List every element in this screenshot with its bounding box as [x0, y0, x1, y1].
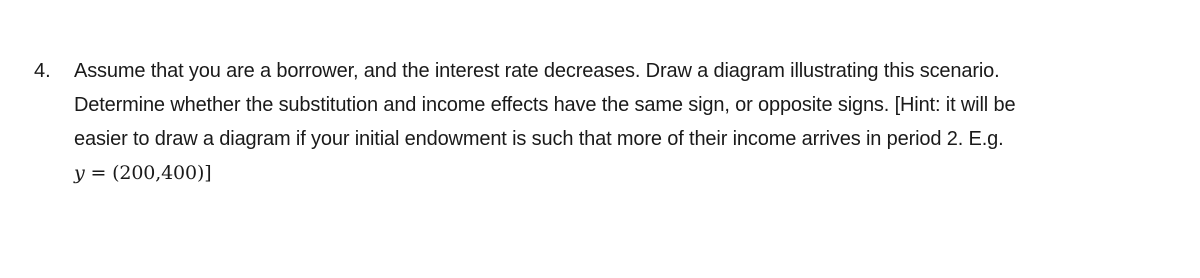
question-line-1: Assume that you are a borrower, and the interest rate decreases. Draw a diagram illustrating this scenario.: [74, 60, 1000, 82]
endowment-formula: [74, 156, 1184, 190]
question-line-3: easier to draw a diagram if your initial endowment is such that more of their income arrives in period 2. E.g.: [74, 128, 1004, 150]
question-text: [74, 54, 1184, 190]
question-line-2: Determine whether the substitution and income effects have the same sign, or opposite signs. [Hint: it will be: [74, 94, 1016, 116]
question-4: [34, 54, 1184, 190]
formula-value: (200,400): [112, 162, 205, 184]
formula-equals: =: [84, 162, 113, 184]
formula-variable: y: [74, 162, 85, 184]
question-number: 4.: [34, 60, 51, 82]
formula-closing-bracket: ]: [204, 162, 212, 184]
